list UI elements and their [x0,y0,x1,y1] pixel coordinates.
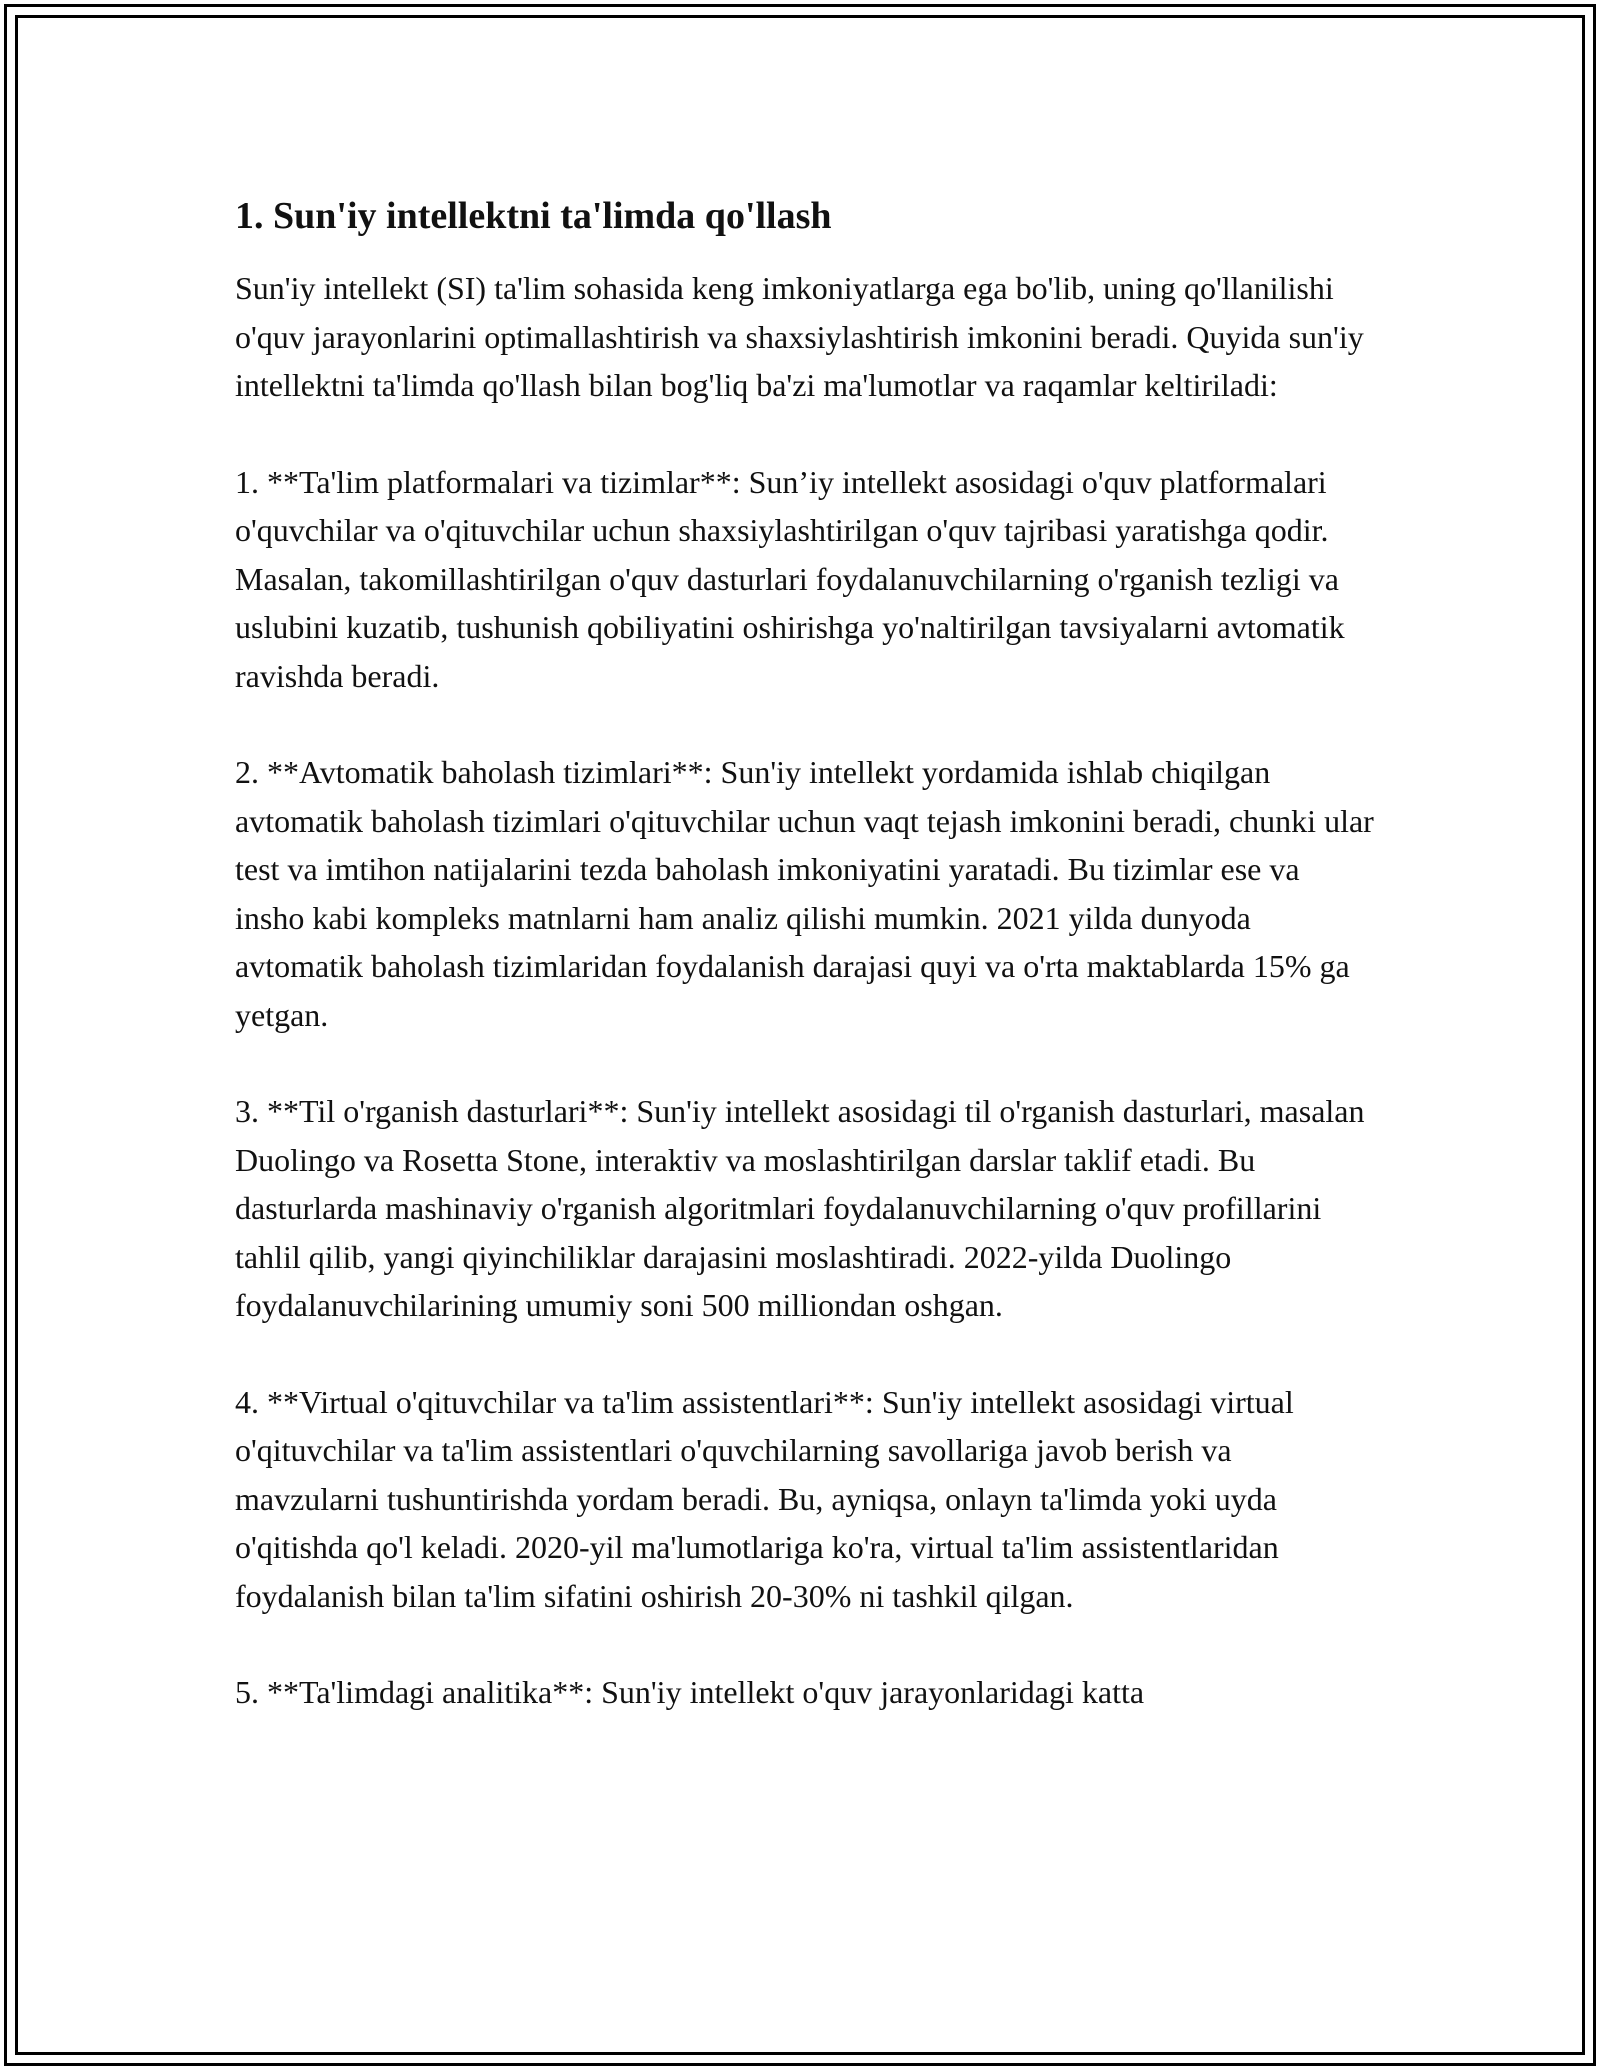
paragraph-learning-platforms: 1. **Ta'lim platformalari va tizimlar**: Sun’iy intellekt asosidagi o'quv platformalari o'quvchilar va o'qituvchilar uchun shaxsiylashtirilgan o'quv tajribasi yaratishga qodir. Masalan, takomillashtirilgan o'quv dasturlari foydalanuvchilarning o'rganish tezligi va uslubini kuzatib, tushunish qobiliyatini oshirishga yo'naltirilgan tavsiyalarni avtomatik ravishda beradi. [235,463,1345,694]
paragraph-language-learning: 3. **Til o'rganish dasturlari**: Sun'iy intellekt asosidagi til o'rganish dasturlari, masalan Duolingo va Rosetta Stone, interaktiv va moslashtirilgan darslar taklif etadi. Bu dasturlarda mashinaviy o'rganish algoritmlari foydalanuvchilarning o'quv profillarini tahlil qilib, yangi qiyinchiliklar darajasini moslashtiradi. 2022-yilda Duolingo foydalanuvchilarining umumiy soni 500 milliondan oshgan. [235,1093,1365,1323]
paragraph-virtual-tutors: 4. **Virtual o'qituvchilar va ta'lim assistentlari**: Sun'iy intellekt asosidagi virtual o'qituvchilar va ta'lim assistentlari o'quvchilarning savollariga javob berish va mavzularni tushuntirishda yordam beradi. Bu, ayniqsa, onlayn ta'limda yoki uyda o'qitishda qo'l keladi. 2020-yil ma'lumotlariga ko'ra, virtual ta'lim assistentlaridan foydalanish bilan ta'lim sifatini oshirish 20-30% ni tashkil qilgan. [235,1383,1294,1614]
paragraph-education-analytics: 5. **Ta'limdagi analitika**: Sun'iy intellekt o'quv jarayonlaridagi katta [235,1674,1145,1710]
paragraph-automatic-assessment: 2. **Avtomatik baholash tizimlari**: Sun'iy intellekt yordamida ishlab chiqilgan avtomatik baholash tizimlari o'qituvchilar uchun vaqt tejash imkonini beradi, chunki ular test va imtihon natijalarini tezda baholash imkoniyatini yaratadi. Bu tizimlar ese va insho kabi kompleks matnlarni ham analiz qilishi mumkin. 2021 yilda dunyoda avtomatik baholash tizimlaridan foydalanish darajasi quyi va o'rta maktablarda 15% ga yetgan. [235,754,1374,1033]
intro-paragraph: Sun'iy intellekt (SI) ta'lim sohasida keng imkoniyatlarga ega bo'lib, uning qo'llanilishi o'quv jarayonlarini optimallashtirish va shaxsiylashtirish imkonini beradi. Quyida sun'iy intellektni ta'limda qo'llash bilan bog'liq ba'zi ma'lumotlar va raqamlar keltiriladi: [235,270,1364,403]
document-body [235,190,1375,1765]
section-heading: 1. Sun'iy intellektni ta'limda qo'llash [235,195,832,237]
